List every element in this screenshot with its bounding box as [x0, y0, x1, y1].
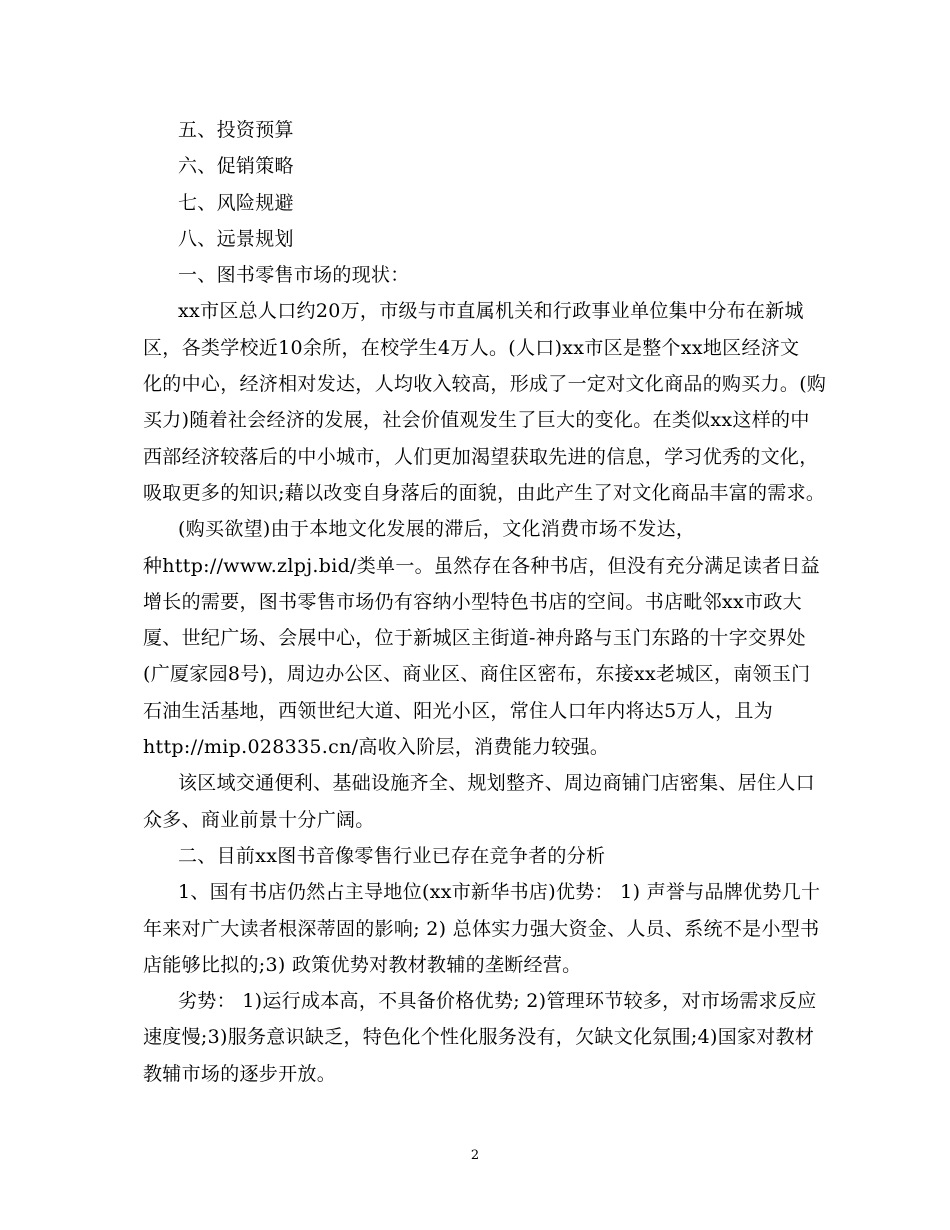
- paragraph-line: 区，各类学校近10余所，在校学生4万人。(人口)xx市区是整个xx地区经济文: [143, 336, 800, 359]
- heading-promotion-strategy: 六、促销策略: [178, 155, 294, 178]
- paragraph-line: 石油生活基地，西领世纪大道、阳光小区，常住人口年内将达5万人，且为: [143, 699, 773, 722]
- paragraph-line: 教辅市场的逐步开放。: [143, 1062, 337, 1085]
- paragraph-line: 该区域交通便利、基础设施齐全、规划整齐、周边商铺门店密集、居住人口: [178, 772, 815, 795]
- paragraph-line: 年来对广大读者根深蒂固的影响; 2) 总体实力强大资金、人员、系统不是小型书: [143, 917, 820, 940]
- paragraph-line: 吸取更多的知识;藉以改变自身落后的面貌，由此产生了对文化商品丰富的需求。: [143, 481, 826, 504]
- paragraph-line: 1、国有书店仍然占主导地位(xx市新华书店)优势： 1) 声誉与品牌优势几十: [178, 881, 821, 904]
- paragraph-line: 店能够比拟的;3) 政策优势对教材教辅的垄断经营。: [143, 953, 582, 976]
- heading-risk-avoidance: 七、风险规避: [178, 191, 294, 214]
- paragraph-line: 买力)随着社会经济的发展，社会价值观发生了巨大的变化。在类似xx这样的中: [143, 409, 810, 432]
- paragraph-line: 种http://www.zlpj.bid/类单一。虽然存在各种书店，但没有充分满足读者日益: [143, 554, 820, 577]
- paragraph-line: (广厦家园8号)，周边办公区、商业区、商住区密布，东接xx老城区，南领玉门: [143, 663, 811, 686]
- paragraph-line: 众多、商业前景十分广阔。: [143, 808, 375, 831]
- paragraph-line: xx市区总人口约20万，市级与市直属机关和行政事业单位集中分布在新城: [178, 300, 804, 323]
- paragraph-line: 速度慢;3)服务意识缺乏，特色化个性化服务没有，欠缺文化氛围;4)国家对教材: [143, 1026, 815, 1049]
- paragraph-line: (购买欲望)由于本地文化发展的滞后，文化消费市场不发达，: [178, 518, 696, 541]
- body-text: [143, 112, 827, 1092]
- paragraph-line: 西部经济较落后的中小城市，人们更加渴望获取先进的信息，学习优秀的文化，: [143, 445, 819, 468]
- heading-competitor-analysis: 二、目前xx图书音像零售行业已存在竞争者的分析: [178, 844, 606, 867]
- page-number: 2: [470, 1148, 480, 1163]
- paragraph-line: 增长的需要，图书零售市场仍有容纳小型特色书店的空间。书店毗邻xx市政大: [143, 590, 802, 613]
- heading-vision-plan: 八、远景规划: [178, 227, 294, 250]
- paragraph-line: http://mip.028335.cn/高收入阶层，消费能力较强。: [143, 736, 610, 759]
- paragraph-line: 劣势： 1)运行成本高，不具备价格优势; 2)管理环节较多，对市场需求反应: [178, 990, 817, 1013]
- paragraph-line: 厦、世纪广场、会展中心，位于新城区主街道-神舟路与玉门东路的十字交界处: [143, 627, 806, 650]
- heading-market-status: 一、图书零售市场的现状：: [178, 264, 410, 287]
- paragraph-line: 化的中心，经济相对发达，人均收入较高，形成了一定对文化商品的购买力。(购: [143, 373, 827, 396]
- heading-investment-budget: 五、投资预算: [178, 119, 294, 141]
